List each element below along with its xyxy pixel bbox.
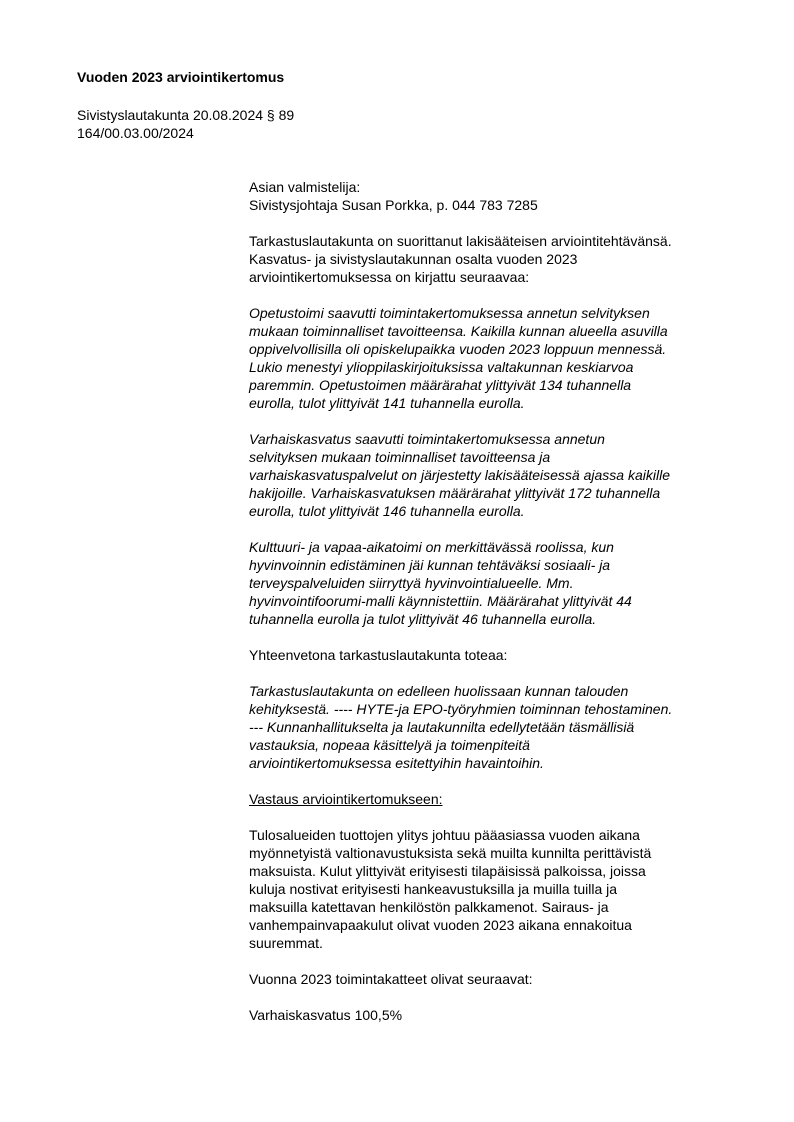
body-paragraph	[249, 970, 749, 988]
text-line: Sivistysjohtaja Susan Porkka, p. 044 783 7285	[249, 197, 538, 213]
text-line: varhaiskasvatuspalvelut on järjestetty lakisääteisessä ajassa kaikille	[249, 467, 670, 483]
body-paragraph	[249, 682, 749, 772]
body-paragraph	[249, 646, 749, 664]
text-line: eurolla, tulot ylittyivät 141 tuhannella eurolla.	[249, 395, 525, 411]
body-paragraph	[249, 232, 749, 286]
text-line: paremmin. Opetustoimen määrärahat ylittyivät 134 tuhannella	[249, 377, 632, 393]
body-paragraph	[249, 430, 749, 520]
text-line: Tarkastuslautakunta on suorittanut lakisääteisen arviointitehtävänsä.	[249, 233, 672, 249]
text-line: myönnetyistä valtionavustuksista sekä muilta kunnilta perittävistä	[249, 845, 652, 861]
text-line: arviointikertomuksessa on kirjattu seuraavaa:	[249, 269, 530, 285]
meeting-reference: Sivistyslautakunta 20.08.2024 § 89	[77, 107, 295, 123]
text-line: Vuonna 2023 toimintakatteet olivat seuraavat:	[249, 971, 533, 987]
text-line: eurolla, tulot ylittyivät 146 tuhannella eurolla.	[249, 503, 525, 519]
text-line: kehityksestä. ---- HYTE-ja EPO-työryhmien toiminnan tehostaminen.	[249, 701, 673, 717]
text-line: maksuilla katettavan henkilöstön palkkamenot. Sairaus- ja	[249, 899, 609, 915]
text-line: Kasvatus- ja sivistyslautakunnan osalta vuoden 2023	[249, 251, 578, 267]
text-line: arviointikertomuksessa esitettyihin havaintoihin.	[249, 755, 544, 771]
body-paragraph	[249, 538, 749, 628]
text-line: mukaan toiminnalliset tavoitteensa. Kaikilla kunnan alueella asuvilla	[249, 323, 668, 339]
text-line: hakijoille. Varhaiskasvatuksen määrärahat ylittyivät 172 tuhannella	[249, 485, 661, 501]
text-line: suuremmat.	[249, 935, 323, 951]
text-line: vanhempainvapaakulut olivat vuoden 2023 aikana ennakoitua	[249, 917, 632, 933]
text-line: oppivelvollisilla oli opiskelupaikka vuoden 2023 loppuun mennessä.	[249, 341, 667, 357]
document-body	[249, 178, 749, 1042]
document-title: Vuoden 2023 arviointikertomus	[77, 69, 285, 85]
text-line: Varhaiskasvatus 100,5%	[249, 1007, 403, 1023]
text-line: kuluja nostivat erityisesti hankeavustuksilla ja muilla tuilla ja	[249, 881, 618, 897]
text-line: Kulttuuri- ja vapaa-aikatoimi on merkittävässä roolissa, kun	[249, 539, 614, 555]
text-line: Yhteenvetona tarkastuslautakunta toteaa:	[249, 647, 508, 663]
text-line: Lukio menestyi ylioppilaskirjoituksissa valtakunnan keskiarvoa	[249, 359, 634, 375]
text-line: --- Kunnanhallitukselta ja lautakunnilta edellytetään täsmällisiä	[249, 719, 635, 735]
text-line: selvityksen mukaan toiminnalliset tavoitteensa ja	[249, 449, 551, 465]
document-meta	[77, 106, 294, 142]
text-line: tuhannella eurolla ja tulot ylittyivät 46 tuhannella eurolla.	[249, 611, 597, 627]
text-line: Vastaus arviointikertomukseen:	[249, 791, 443, 807]
text-line: Varhaiskasvatus saavutti toimintakertomuksessa annetun	[249, 431, 605, 447]
body-paragraph	[249, 304, 749, 412]
text-line: vastauksia, nopeaa käsittelyä ja toimenpiteitä	[249, 737, 530, 753]
record-number: 164/00.03.00/2024	[77, 125, 194, 141]
text-line: Tulosalueiden tuottojen ylitys johtuu pääasiassa vuoden aikana	[249, 827, 640, 843]
text-line: maksuista. Kulut ylittyivät erityisesti tilapäisissä palkoissa, joissa	[249, 863, 646, 879]
text-line: hyvinvoinnin edistäminen jäi kunnan tehtäväksi sosiaali- ja	[249, 557, 611, 573]
text-line: Opetustoimi saavutti toimintakertomuksessa annetun selvityksen	[249, 305, 650, 321]
text-line: terveyspalveluiden siirryttyä hyvinvointialueelle. Mm.	[249, 575, 574, 591]
text-line: Asian valmistelija:	[249, 179, 361, 195]
body-paragraph	[249, 826, 749, 952]
body-paragraph	[249, 790, 749, 808]
text-line: Tarkastuslautakunta on edelleen huolissaan kunnan talouden	[249, 683, 629, 699]
body-paragraph	[249, 178, 749, 214]
body-paragraph	[249, 1006, 749, 1024]
text-line: hyvinvointifoorumi-malli käynnistettiin. Määrärahat ylittyivät 44	[249, 593, 632, 609]
